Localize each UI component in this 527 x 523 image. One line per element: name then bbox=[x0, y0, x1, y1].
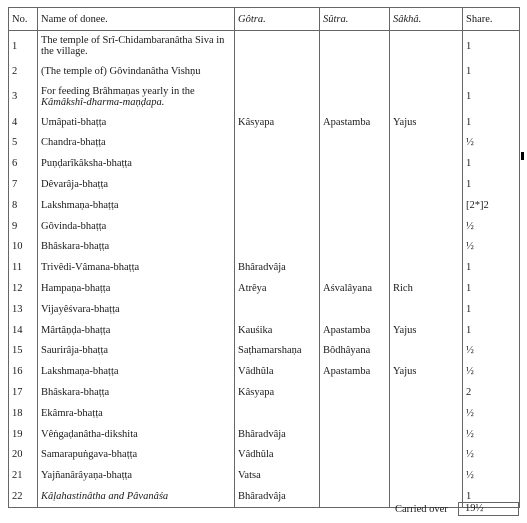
row-donee: Saurirâja-bhaṭṭa bbox=[38, 341, 235, 362]
row-share: ½ bbox=[463, 424, 520, 445]
table-row bbox=[9, 257, 520, 278]
row-gotra: Saṭhamarshaṇa bbox=[235, 341, 320, 362]
row-gotra bbox=[235, 237, 320, 258]
row-no: 17 bbox=[9, 382, 38, 403]
row-sakha bbox=[390, 82, 463, 112]
table-row bbox=[9, 195, 520, 216]
row-sutra bbox=[320, 174, 390, 195]
row-sakha: Yajus bbox=[390, 361, 463, 382]
header-sakha: Sâkhâ. bbox=[390, 8, 463, 31]
header-share: Share. bbox=[463, 8, 520, 31]
row-donee: (The temple of) Gôvindanâtha Vishṇu bbox=[38, 61, 235, 82]
row-share: 2 bbox=[463, 382, 520, 403]
row-donee: The temple of Srî-Chidambaranâtha Siva in the village. bbox=[38, 31, 235, 62]
row-donee: Dêvarâja-bhaṭṭa bbox=[38, 174, 235, 195]
row-no: 3 bbox=[9, 82, 38, 112]
row-no: 9 bbox=[9, 216, 38, 237]
row-sakha bbox=[390, 257, 463, 278]
row-donee: Puṇḍarîkâksha-bhaṭṭa bbox=[38, 153, 235, 174]
row-sutra: Apastamba bbox=[320, 320, 390, 341]
header-sutra: Sûtra. bbox=[320, 8, 390, 31]
table-row bbox=[9, 112, 520, 133]
row-sutra bbox=[320, 237, 390, 258]
row-sutra bbox=[320, 195, 390, 216]
row-gotra: Bhâradvâja bbox=[235, 486, 320, 507]
row-no: 1 bbox=[9, 31, 38, 62]
row-sutra bbox=[320, 61, 390, 82]
row-share: 1 bbox=[463, 31, 520, 62]
table-row bbox=[9, 299, 520, 320]
row-donee: Vijayêśvara-bhaṭṭa bbox=[38, 299, 235, 320]
row-sakha bbox=[390, 403, 463, 424]
row-sakha: Yajus bbox=[390, 320, 463, 341]
row-gotra bbox=[235, 153, 320, 174]
row-sutra bbox=[320, 216, 390, 237]
row-no: 20 bbox=[9, 445, 38, 466]
row-share: ½ bbox=[463, 445, 520, 466]
row-no: 12 bbox=[9, 278, 38, 299]
row-share: 1 bbox=[463, 320, 520, 341]
row-share: 1 bbox=[463, 82, 520, 112]
row-no: 19 bbox=[9, 424, 38, 445]
row-share: 1 bbox=[463, 112, 520, 133]
row-sutra: Aśvalâyana bbox=[320, 278, 390, 299]
row-donee: Hampaṇa-bhaṭṭa bbox=[38, 278, 235, 299]
row-donee: Lakshmaṇa-bhaṭṭa bbox=[38, 361, 235, 382]
row-donee: Yajñanârâyaṇa-bhaṭṭa bbox=[38, 465, 235, 486]
row-donee: Bhâskara-bhaṭṭa bbox=[38, 382, 235, 403]
row-sakha bbox=[390, 195, 463, 216]
table-row bbox=[9, 320, 520, 341]
header-donee: Name of donee. bbox=[38, 8, 235, 31]
row-donee-line: For feeding Brâhmaṇas yearly in the bbox=[41, 85, 195, 97]
row-donee-place: Kâmâkshî-dharma-maṇḍapa. bbox=[41, 96, 165, 108]
row-no: 6 bbox=[9, 153, 38, 174]
row-share: [2*]2 bbox=[463, 195, 520, 216]
row-sutra bbox=[320, 257, 390, 278]
table-row bbox=[9, 424, 520, 445]
row-sutra bbox=[320, 382, 390, 403]
row-no: 10 bbox=[9, 237, 38, 258]
row-donee: Ekâmra-bhaṭṭa bbox=[38, 403, 235, 424]
row-no: 21 bbox=[9, 465, 38, 486]
table-row bbox=[9, 82, 520, 112]
row-donee: Trivêdi-Vâmana-bhaṭṭa bbox=[38, 257, 235, 278]
row-sutra bbox=[320, 403, 390, 424]
row-sutra bbox=[320, 82, 390, 112]
row-donee: Vêṅgaḍanâtha-dikshita bbox=[38, 424, 235, 445]
row-sutra bbox=[320, 445, 390, 466]
table-row bbox=[9, 237, 520, 258]
table-row bbox=[9, 174, 520, 195]
row-sakha bbox=[390, 237, 463, 258]
row-donee: Bhâskara-bhaṭṭa bbox=[38, 237, 235, 258]
row-no: 11 bbox=[9, 257, 38, 278]
row-no: 14 bbox=[9, 320, 38, 341]
table-row bbox=[9, 216, 520, 237]
row-share: 1 bbox=[463, 257, 520, 278]
row-sutra bbox=[320, 424, 390, 445]
row-sakha bbox=[390, 174, 463, 195]
row-no: 13 bbox=[9, 299, 38, 320]
margin-mark bbox=[521, 152, 524, 160]
table-row bbox=[9, 31, 520, 62]
row-gotra bbox=[235, 195, 320, 216]
table-row bbox=[9, 278, 520, 299]
table-row bbox=[9, 382, 520, 403]
row-sutra bbox=[320, 153, 390, 174]
row-sakha bbox=[390, 465, 463, 486]
row-no: 4 bbox=[9, 112, 38, 133]
row-donee bbox=[38, 82, 235, 112]
row-donee: Umâpati-bhaṭṭa bbox=[38, 112, 235, 133]
row-sutra: Bôdhâyana bbox=[320, 341, 390, 362]
row-sutra bbox=[320, 299, 390, 320]
row-share: ½ bbox=[463, 361, 520, 382]
row-sakha bbox=[390, 133, 463, 154]
row-no: 18 bbox=[9, 403, 38, 424]
row-no: 22 bbox=[9, 486, 38, 507]
row-gotra bbox=[235, 174, 320, 195]
header-no: No. bbox=[9, 8, 38, 31]
row-gotra: Atrêya bbox=[235, 278, 320, 299]
row-sakha bbox=[390, 445, 463, 466]
table-row bbox=[9, 361, 520, 382]
row-gotra bbox=[235, 216, 320, 237]
row-sakha bbox=[390, 424, 463, 445]
carried-over-label: Carried over bbox=[395, 504, 448, 515]
row-gotra: Bhâradvâja bbox=[235, 257, 320, 278]
row-gotra bbox=[235, 31, 320, 62]
row-share: 1 bbox=[463, 486, 520, 507]
row-sutra bbox=[320, 486, 390, 507]
row-share: 1 bbox=[463, 61, 520, 82]
row-share: ½ bbox=[463, 237, 520, 258]
row-no: 16 bbox=[9, 361, 38, 382]
row-gotra bbox=[235, 61, 320, 82]
carried-over-total: 19½ bbox=[458, 502, 519, 516]
table-row bbox=[9, 153, 520, 174]
row-donee: Mârtâṇḍa-bhaṭṭa bbox=[38, 320, 235, 341]
row-gotra bbox=[235, 403, 320, 424]
row-no: 5 bbox=[9, 133, 38, 154]
table-row bbox=[9, 61, 520, 82]
row-share: ½ bbox=[463, 133, 520, 154]
row-donee: Gôvinda-bhaṭṭa bbox=[38, 216, 235, 237]
row-sakha bbox=[390, 299, 463, 320]
row-share: ½ bbox=[463, 216, 520, 237]
table-row bbox=[9, 465, 520, 486]
row-share: 1 bbox=[463, 174, 520, 195]
table-row bbox=[9, 403, 520, 424]
row-sutra: Apastamba bbox=[320, 112, 390, 133]
row-donee: Chandra-bhaṭṭa bbox=[38, 133, 235, 154]
row-sakha bbox=[390, 31, 463, 62]
row-gotra: Vâdhûla bbox=[235, 361, 320, 382]
row-sakha bbox=[390, 61, 463, 82]
row-sakha: Yajus bbox=[390, 112, 463, 133]
row-gotra: Kâsyapa bbox=[235, 382, 320, 403]
row-donee: Kâḷahastinâtha and Pâvanâśa bbox=[38, 486, 235, 507]
row-gotra: Vatsa bbox=[235, 465, 320, 486]
row-sutra bbox=[320, 133, 390, 154]
header-row bbox=[9, 8, 520, 31]
row-sakha bbox=[390, 382, 463, 403]
row-sakha: Rich bbox=[390, 278, 463, 299]
row-sakha bbox=[390, 341, 463, 362]
row-gotra: Vâdhûla bbox=[235, 445, 320, 466]
table-row bbox=[9, 341, 520, 362]
row-sutra bbox=[320, 31, 390, 62]
row-sakha bbox=[390, 153, 463, 174]
row-share: 1 bbox=[463, 278, 520, 299]
row-gotra: Kâsyapa bbox=[235, 112, 320, 133]
row-no: 2 bbox=[9, 61, 38, 82]
table-row bbox=[9, 133, 520, 154]
row-gotra: Kauśika bbox=[235, 320, 320, 341]
donee-table bbox=[8, 7, 520, 508]
row-gotra: Bhâradvâja bbox=[235, 424, 320, 445]
row-gotra bbox=[235, 299, 320, 320]
row-sutra bbox=[320, 465, 390, 486]
row-share: 1 bbox=[463, 153, 520, 174]
row-no: 7 bbox=[9, 174, 38, 195]
row-share: ½ bbox=[463, 341, 520, 362]
table-row bbox=[9, 445, 520, 466]
row-share: ½ bbox=[463, 403, 520, 424]
row-no: 15 bbox=[9, 341, 38, 362]
row-donee: Samarapuṅgava-bhaṭṭa bbox=[38, 445, 235, 466]
header-gotra: Gôtra. bbox=[235, 8, 320, 31]
row-sakha bbox=[390, 216, 463, 237]
row-sutra: Apastamba bbox=[320, 361, 390, 382]
row-gotra bbox=[235, 133, 320, 154]
row-no: 8 bbox=[9, 195, 38, 216]
row-donee: Lakshmaṇa-bhaṭṭa bbox=[38, 195, 235, 216]
row-gotra bbox=[235, 82, 320, 112]
row-share: ½ bbox=[463, 465, 520, 486]
row-share: 1 bbox=[463, 299, 520, 320]
